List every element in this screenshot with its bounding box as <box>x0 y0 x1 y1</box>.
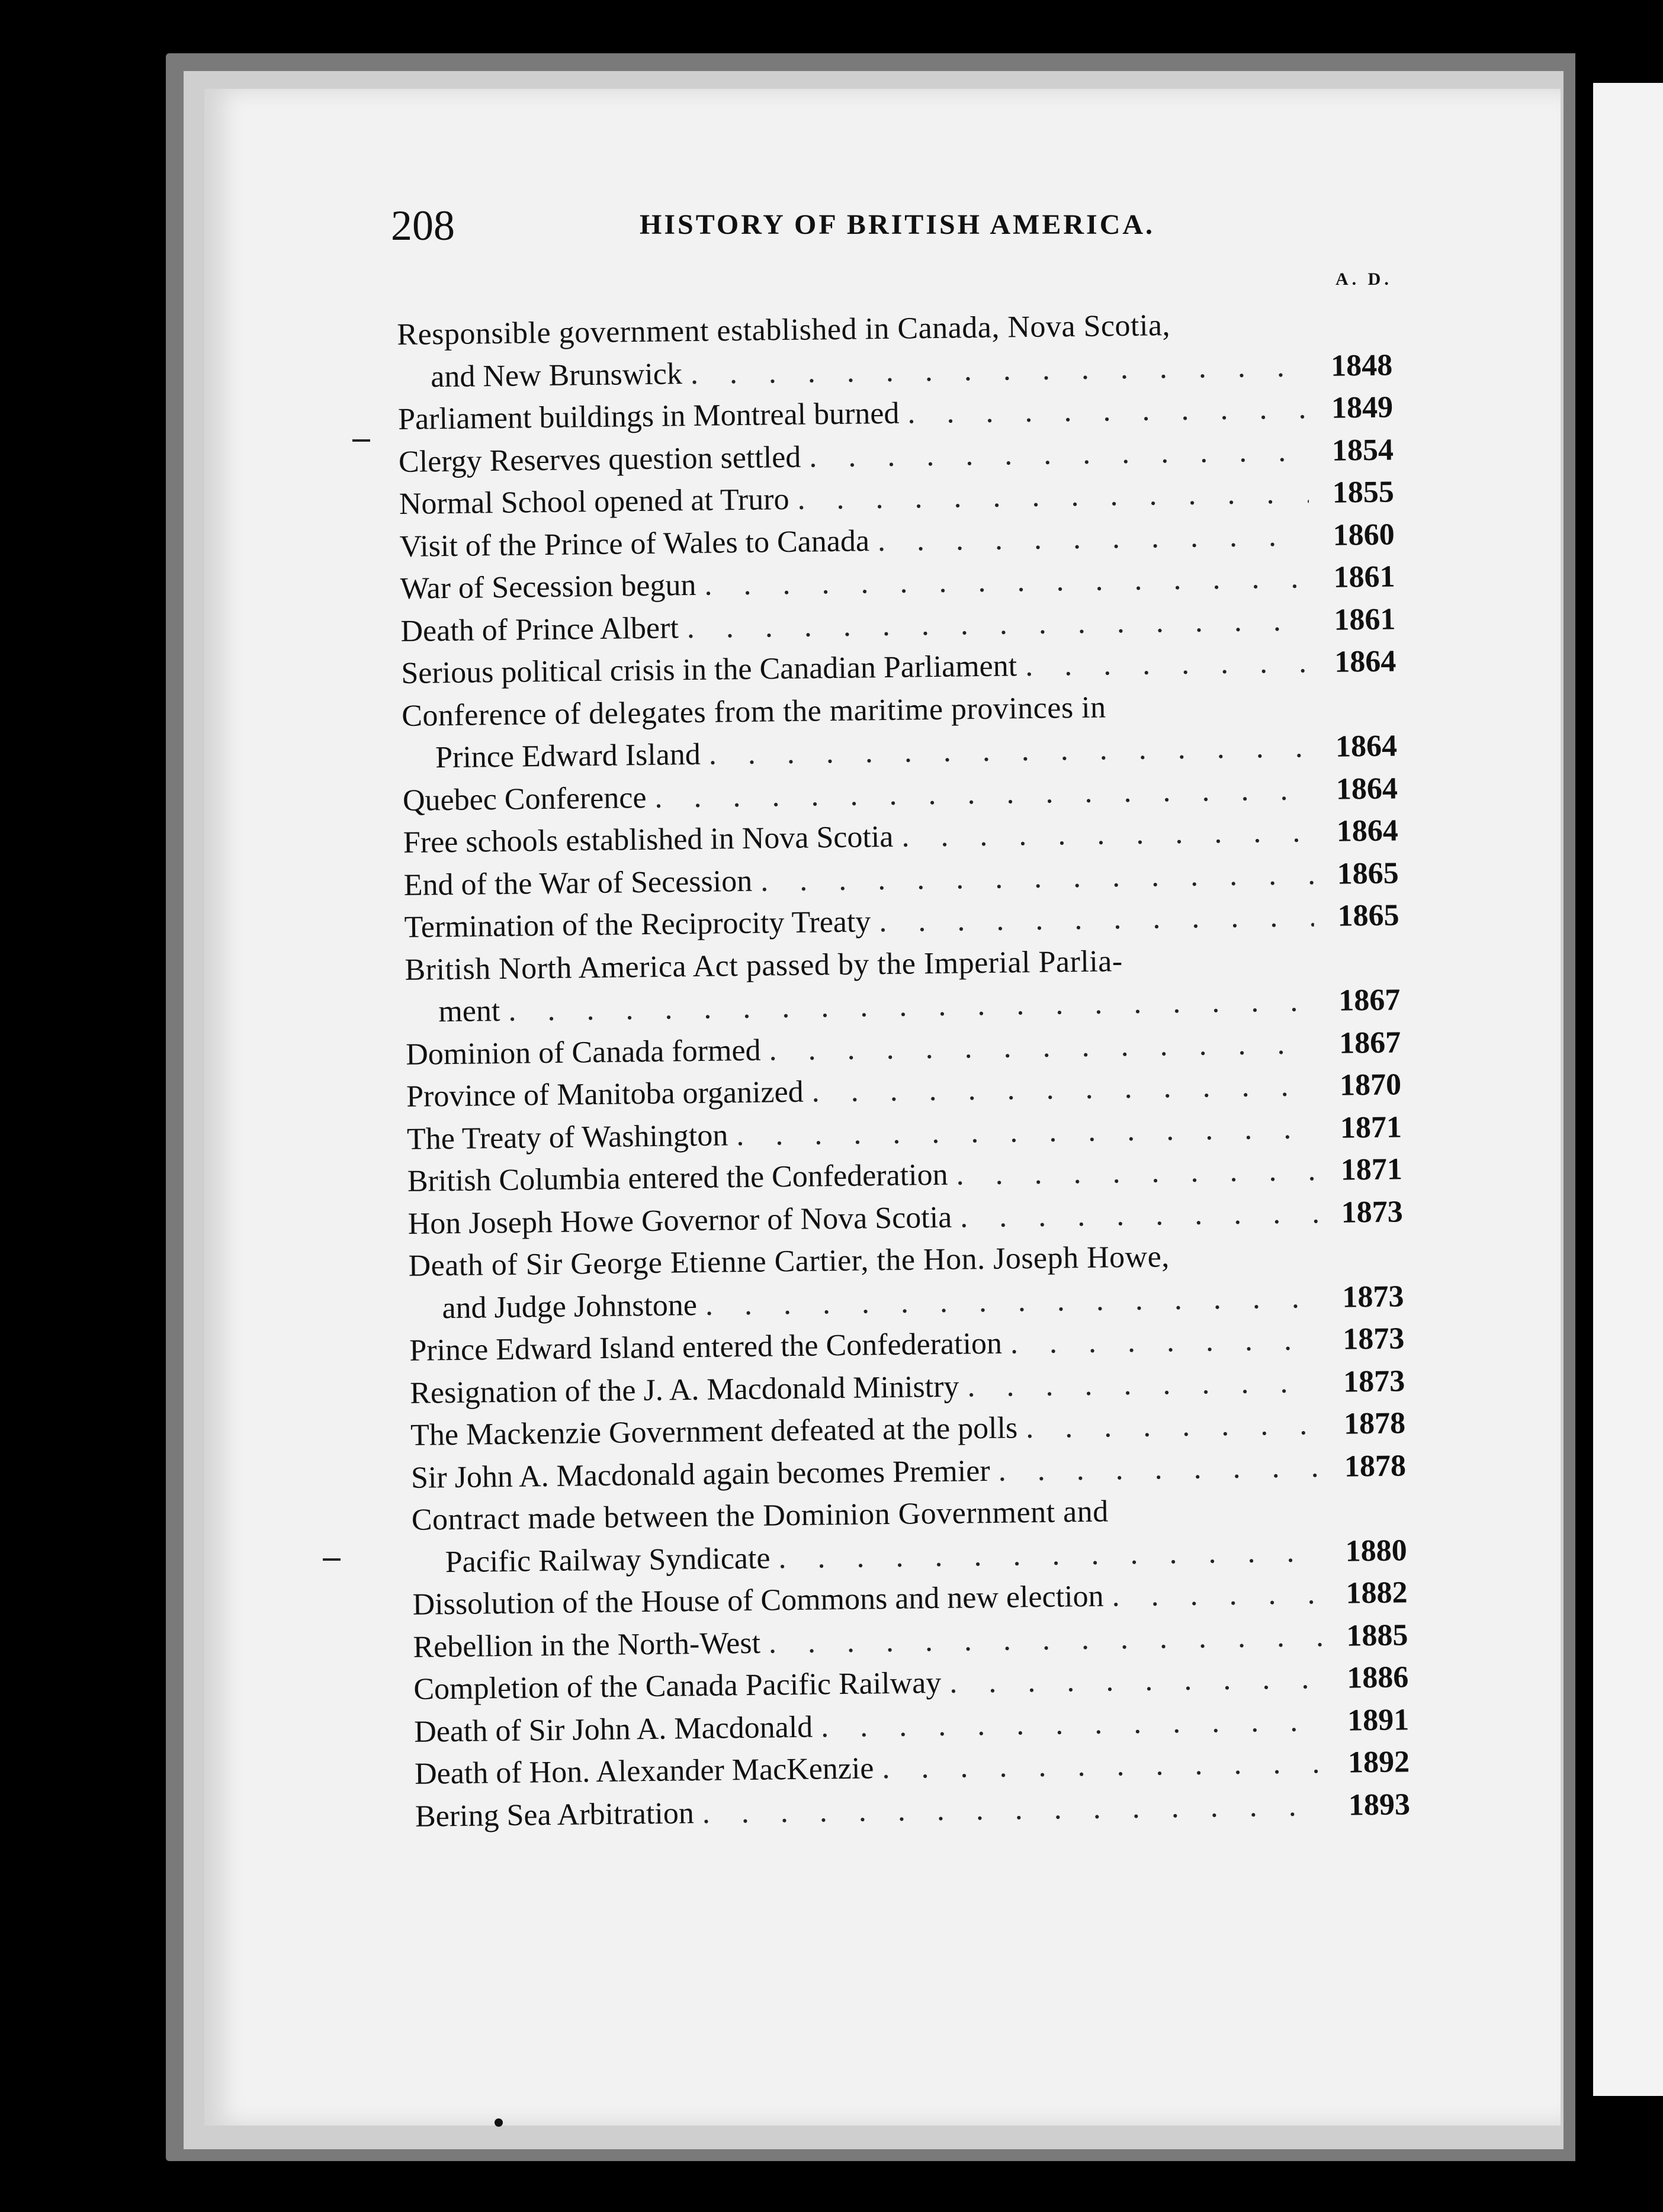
dot-leader <box>686 599 1310 649</box>
dot-leader <box>949 1657 1324 1704</box>
entry-year: 1873 <box>1342 1322 1405 1356</box>
entry-year: 1865 <box>1337 898 1399 933</box>
entry-title: Resignation of the J. A. Macdonald Ministry <box>409 1369 959 1410</box>
dot-leader <box>901 811 1313 858</box>
entry-year: 1848 <box>1330 348 1393 383</box>
running-title: HISTORY OF BRITISH AMERICA. <box>640 209 1155 240</box>
dot-leader <box>821 1700 1324 1748</box>
dot-leader <box>907 387 1308 435</box>
dot-leader <box>811 1065 1316 1113</box>
dot-leader <box>809 430 1309 478</box>
dot-leader <box>879 895 1314 943</box>
entry-year: 1867 <box>1338 983 1401 1018</box>
entry-year: 1873 <box>1342 1279 1404 1314</box>
dot-leader <box>878 515 1310 562</box>
dot-leader <box>998 1446 1321 1492</box>
entry-year: 1864 <box>1335 729 1398 764</box>
dot-leader <box>708 726 1312 776</box>
entry-line: Responsible government established in Canada, Nova Scotia, <box>397 308 1171 352</box>
entry-title: Serious political crisis in the Canadian Parliament <box>401 649 1017 690</box>
dot-leader <box>702 1785 1325 1834</box>
entry-year: 1864 <box>1335 771 1398 806</box>
entry-title: Death of Hon. Alexander MacKenzie <box>414 1751 874 1791</box>
entry-title: and New Brunswick <box>430 356 683 394</box>
entry-year: 1849 <box>1331 390 1394 425</box>
entry-title: Normal School opened at Truro <box>399 482 789 521</box>
entry-title: Dissolution of the House of Commons and new election <box>412 1579 1104 1622</box>
entry-title: ment <box>438 994 500 1029</box>
entry-year: 1882 <box>1346 1576 1408 1610</box>
entry-title: Prince Edward Island <box>435 737 701 775</box>
entry-year: 1878 <box>1343 1406 1406 1441</box>
entry-year: 1861 <box>1333 560 1395 594</box>
entry-title: Prince Edward Island entered the Confederation <box>409 1326 1003 1368</box>
entry-title: Quebec Conference <box>402 780 647 818</box>
dot-leader <box>654 769 1312 819</box>
entry-year: 1854 <box>1331 432 1394 468</box>
dot-leader <box>736 1107 1317 1156</box>
dot-leader <box>704 557 1310 606</box>
entry-title: Death of Sir John A. Macdonald <box>413 1710 813 1749</box>
entry-title: Dominion of Canada formed <box>405 1033 761 1072</box>
entry-title: Hon Joseph Howe Governor of Nova Scotia <box>407 1200 952 1241</box>
entry-year: 1880 <box>1345 1533 1407 1568</box>
entry-title: Rebellion in the North-West <box>413 1626 761 1664</box>
entry-year: 1873 <box>1343 1364 1405 1399</box>
entry-title: Free schools established in Nova Scotia <box>403 819 894 860</box>
dot-leader <box>1025 641 1311 687</box>
entry-year: 1864 <box>1334 644 1396 679</box>
entry-year: 1891 <box>1347 1702 1410 1738</box>
entry-title: British Columbia entered the Confederation <box>407 1158 948 1198</box>
entry-year: 1873 <box>1341 1194 1404 1230</box>
entry-title: and Judge Johnstone <box>442 1288 698 1325</box>
margin-dash-mark <box>352 439 370 442</box>
entry-title: Parliament buildings in Montreal burned <box>397 396 900 436</box>
entry-title: Death of Prince Albert <box>400 610 679 648</box>
entry-year: 1865 <box>1337 856 1399 891</box>
entry-year: 1885 <box>1346 1618 1408 1653</box>
entry-title: The Mackenzie Government defeated at the polls <box>410 1411 1018 1452</box>
entry-line: Death of Sir George Etienne Cartier, the Hon. Joseph Howe, <box>408 1240 1170 1283</box>
entry-year: 1878 <box>1344 1448 1407 1484</box>
dot-leader <box>960 1192 1318 1239</box>
entry-year: 1860 <box>1333 517 1395 552</box>
ink-dot-mark <box>495 2118 503 2127</box>
entry-year: 1893 <box>1348 1787 1411 1822</box>
dot-leader <box>690 345 1307 395</box>
margin-dash-mark <box>323 1558 341 1561</box>
entry-title: Termination of the Reciprocity Treaty <box>404 905 871 944</box>
entry-title: End of the War of Secession <box>403 864 753 902</box>
entry-title: Province of Manitoba organized <box>406 1075 804 1114</box>
dot-leader <box>1010 1319 1320 1365</box>
dot-leader <box>769 1615 1323 1664</box>
dot-leader <box>797 472 1309 520</box>
entry-year: 1886 <box>1346 1660 1409 1695</box>
dot-leader <box>760 853 1314 902</box>
entry-line: Contract made between the Dominion Government and <box>411 1494 1109 1537</box>
entry-year: 1870 <box>1339 1068 1402 1102</box>
entry-title: War of Secession begun <box>400 568 696 606</box>
dot-leader <box>967 1361 1320 1408</box>
entry-year: 1871 <box>1340 1152 1403 1187</box>
entry-title: Pacific Railway Syndicate <box>445 1541 770 1579</box>
entry-title: Sir John A. Macdonald again becomes Premier <box>410 1454 990 1495</box>
dot-leader <box>1112 1573 1322 1618</box>
entry-title: Visit of the Prince of Wales to Canada <box>399 523 870 564</box>
entry-title: The Treaty of Washington <box>406 1118 728 1156</box>
entry-year: 1855 <box>1332 475 1395 510</box>
entry-title: Clergy Reserves question settled <box>398 440 801 479</box>
dot-leader <box>769 1023 1316 1072</box>
entry-year: 1861 <box>1334 602 1396 637</box>
entry-line: British North America Act passed by the Imperial Parlia- <box>404 944 1123 987</box>
dot-leader <box>956 1149 1317 1196</box>
dot-leader <box>882 1742 1324 1790</box>
entry-year: 1871 <box>1340 1110 1402 1145</box>
entry-year: 1892 <box>1347 1745 1410 1780</box>
page-header <box>391 201 1291 249</box>
dot-leader <box>778 1531 1322 1580</box>
dot-leader <box>705 1277 1318 1326</box>
page-number: 208 <box>391 202 455 249</box>
entry-year: 1864 <box>1336 814 1399 848</box>
entry-year: 1867 <box>1338 1025 1401 1060</box>
facing-page-edge <box>1593 83 1663 2096</box>
entry-line: Conference of delegates from the maritime provinces in <box>401 690 1106 733</box>
chronology-list <box>397 301 1410 1837</box>
era-label: A. D. <box>1335 269 1392 289</box>
entry-title: Completion of the Canada Pacific Railway <box>413 1666 942 1706</box>
entry-title: Bering Sea Arbitration <box>415 1796 695 1834</box>
dot-leader <box>1026 1403 1321 1449</box>
